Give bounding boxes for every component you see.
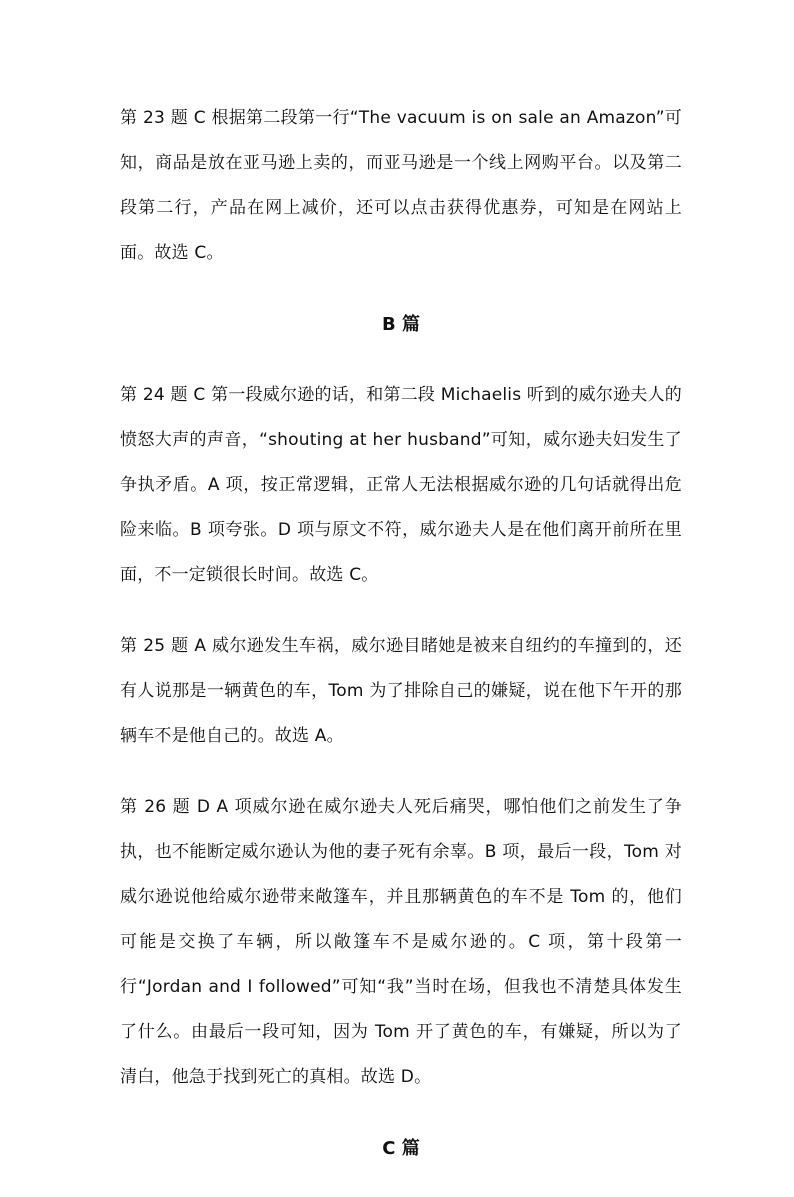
answer-q23 <box>120 96 682 276</box>
section-b <box>120 302 682 347</box>
answer-q26-text: 第 26 题 D A 项威尔逊在威尔逊夫人死后痛哭，哪怕他们之前发生了争执，也不能断定威尔逊认为他的妻子死有余辜。B 项，最后一段，Tom 对威尔逊说他给威尔逊带来敞篷车，并且那辆黄色的车不是 Tom 的，他们可能是交换了车辆，所以敞篷车不是威尔逊的。C 项，第十段第一行“Jordan and I followed”可知“我”当时在场，但我也不清楚具体发生了什么。由最后一段可知，因为 Tom 开了黄色的车，有嫌疑，所以为了清白，他急于找到死亡的真相。故选 D。 <box>120 797 682 1087</box>
answer-q24 <box>120 373 682 598</box>
section-b-title: B 篇 <box>382 314 420 335</box>
answer-q25 <box>120 624 682 759</box>
answer-q23-text: 第 23 题 C 根据第二段第一行“The vacuum is on sale an Amazon”可知，商品是放在亚马逊上卖的，而亚马逊是一个线上网购平台。以及第二段第二行，产品在网上减价，还可以点击获得优惠券，可知是在网站上面。故选 C。 <box>120 108 682 263</box>
section-c <box>120 1126 682 1171</box>
document-page <box>120 96 682 1197</box>
answer-q25-text: 第 25 题 A 威尔逊发生车祸，威尔逊目睹她是被来自纽约的车撞到的，还有人说那是一辆黄色的车，Tom 为了排除自己的嫌疑，说在他下午开的那辆车不是他自己的。故选 A。 <box>120 636 682 746</box>
answer-q26 <box>120 785 682 1100</box>
section-c-title: C 篇 <box>382 1138 420 1159</box>
answer-q24-text: 第 24 题 C 第一段威尔逊的话，和第二段 Michaelis 听到的威尔逊夫人的愤怒大声的声音，“shouting at her husband”可知，威尔逊夫妇发生了争执矛盾。A 项，按正常逻辑，正常人无法根据威尔逊的几句话就得出危险来临。B 项夸张。D 项与原文不符，威尔逊夫人是在他们离开前所在里面，不一定锁很长时间。故选 C。 <box>120 385 682 585</box>
